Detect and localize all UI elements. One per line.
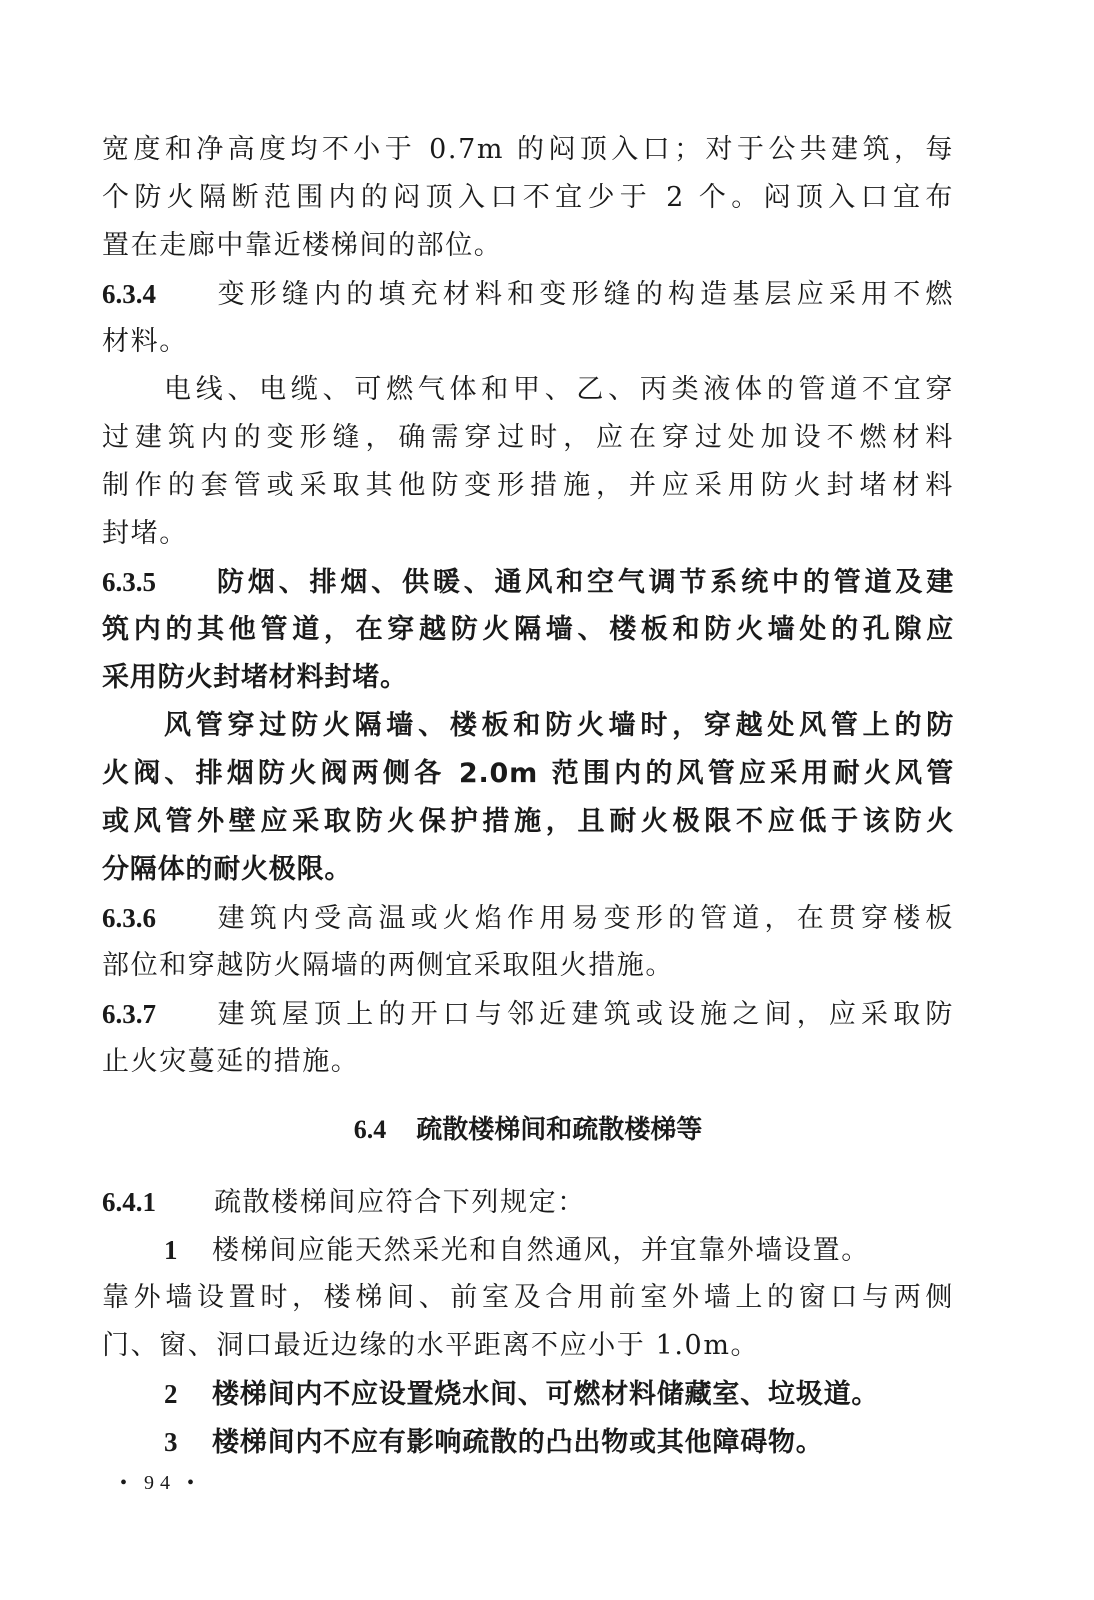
text-line: 置在走廊中靠近楼梯间的部位。 [102,230,503,261]
list-item [102,1422,954,1462]
text-line: 制作的套管或采取其他防变形措施，并应采用防火封堵材料 [102,470,954,501]
text-line: 止火灾蔓延的措施。 [102,1046,360,1077]
text-line: 门、窗、洞口最近边缘的水平距离不应小于 1.0m。 [102,1330,760,1361]
clause-number: 6.3.7 [102,999,156,1029]
clause-6-3-4 [102,274,954,314]
clause-number: 6.3.5 [102,567,156,597]
clause-6-3-7 [102,994,954,1034]
clause-6-3-6 [102,898,954,938]
clause-text: 建筑内受高温或火焰作用易变形的管道，在贯穿楼板 [214,903,954,934]
page-number: • 94 • [120,1472,201,1494]
text-line: 靠外墙设置时，楼梯间、前室及合用前室外墙上的窗口与两侧 [102,1282,954,1313]
clause-text: 变形缝内的填充材料和变形缝的构造基层应采用不燃 [214,279,954,310]
text-line: 风管穿过防火隔墙、楼板和防火墙时，穿越处风管上的防 [164,710,954,741]
clause-6-4-1 [102,1182,954,1222]
text-line: 火阀、排烟防火阀两侧各 2.0m 范围内的风管应采用耐火风管 [102,758,954,789]
section-title: 疏散楼梯间和疏散楼梯等 [416,1115,703,1145]
list-item [102,1374,954,1414]
item-text: 楼梯间应能天然采光和自然通风，并宜靠外墙设置。 [212,1235,870,1266]
clause-text: 疏散楼梯间应符合下列规定： [214,1187,586,1218]
clause-number: 6.4.1 [102,1187,156,1217]
text-line: 封堵。 [102,518,188,549]
text-line: 材料。 [102,326,188,357]
text-line: 宽度和净高度均不小于 0.7m 的闷顶入口；对于公共建筑，每 [102,134,954,165]
text-line: 个防火隔断范围内的闷顶入口不宜少于 2 个。闷顶入口宜布 [102,182,954,213]
item-text: 楼梯间内不应设置烧水间、可燃材料储藏室、垃圾道。 [212,1379,880,1410]
text-line: 过建筑内的变形缝，确需穿过时，应在穿过处加设不燃材料 [102,422,954,453]
text-line: 筑内的其他管道，在穿越防火隔墙、楼板和防火墙处的孔隙应 [102,614,954,645]
clause-text: 防烟、排烟、供暖、通风和空气调节系统中的管道及建 [214,567,954,598]
item-text: 楼梯间内不应有影响疏散的凸出物或其他障碍物。 [212,1427,824,1458]
clause-text: 建筑屋顶上的开口与邻近建筑或设施之间，应采取防 [214,999,954,1030]
item-number: 2 [164,1379,178,1409]
text-line: 电线、电缆、可燃气体和甲、乙、丙类液体的管道不宜穿 [164,374,954,405]
list-item [102,1230,954,1270]
item-number: 1 [164,1235,178,1265]
item-number: 3 [164,1427,178,1457]
clause-number: 6.3.6 [102,903,156,933]
clause-6-3-5 [102,562,954,602]
clause-number: 6.3.4 [102,279,156,309]
text-line: 部位和穿越防火隔墙的两侧宜采取阻火措施。 [102,950,674,981]
section-heading [102,1110,954,1150]
text-line: 采用防火封堵材料封堵。 [102,662,408,693]
text-line: 分隔体的耐火极限。 [102,854,353,885]
text-line: 或风管外壁应采取防火保护措施，且耐火极限不应低于该防火 [102,806,954,837]
section-number: 6.4 [353,1115,387,1144]
